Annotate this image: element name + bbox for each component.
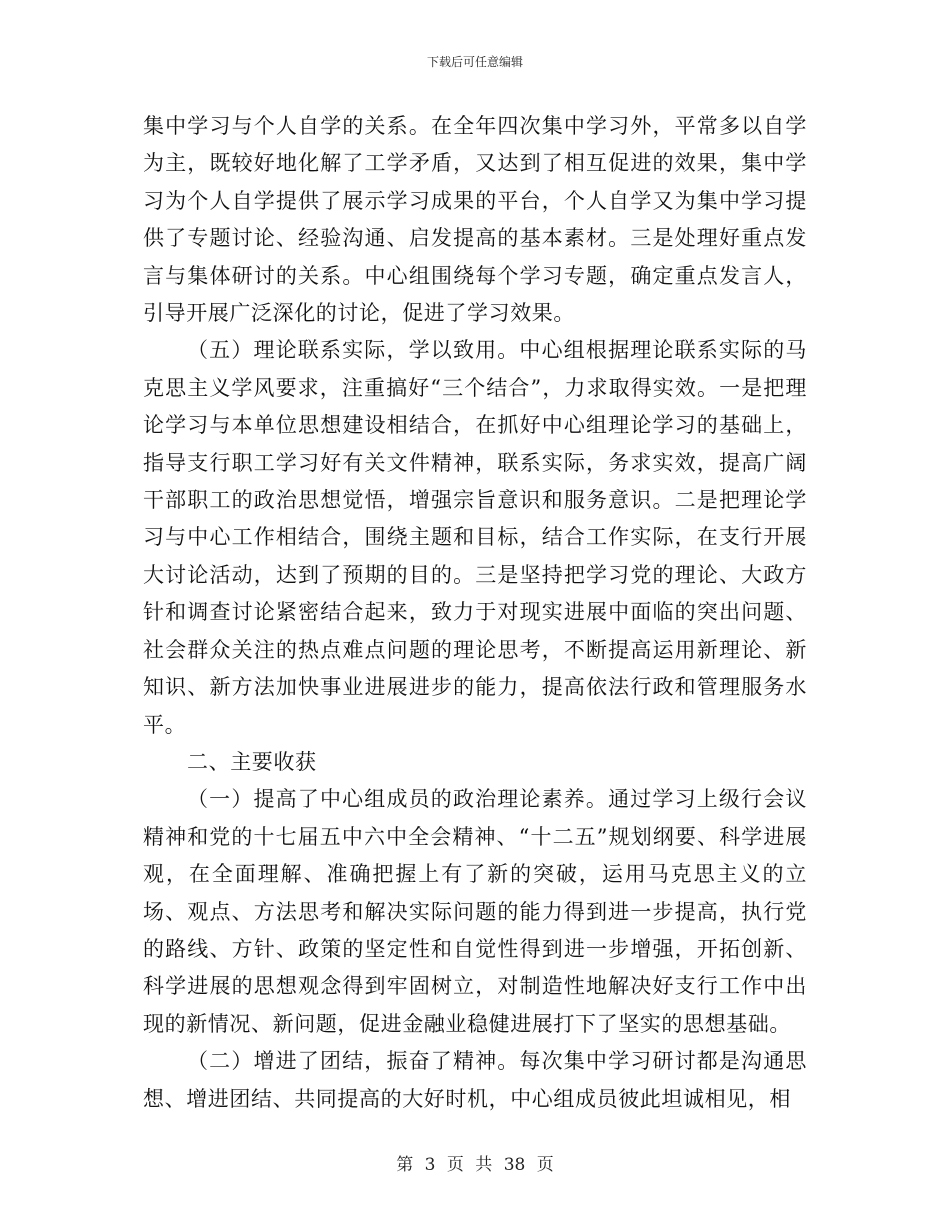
body-paragraph: （一）提高了中心组成员的政治理论素养。通过学习上级行会议精神和党的十七届五中六中全会精神、“十二五”规划纲要、科学进展观，在全面理解、准确把握上有了新的突破，运用马克思主义的立场、观点、方法思考和解决实际问题的能力得到进一步提高，执行党的路线、方针、政策的坚定性和自觉性得到进一步增强，开拓创新、科学进展的思想观念得到牢固树立，对制造性地解决好支行工作中出现的新情况、新问题，促进金融业稳健进展打下了坚实的思想基础。 xyxy=(143,787,807,1036)
body-paragraph: （二）增进了团结，振奋了精神。每次集中学习研讨都是沟通思想、增进团结、共同提高的大好时机，中心组成员彼此坦诚相见，相 xyxy=(143,1049,807,1111)
section-heading: 二、主要收获 xyxy=(187,749,317,774)
body-paragraph: （五）理论联系实际，学以致用。中心组根据理论联系实际的马克思主义学风要求，注重搞好“三个结合”，力求取得实效。一是把理论学习与本单位思想建设相结合，在抓好中心组理论学习的基础上，指导支行职工学习好有关文件精神，联系实际，务求实效，提高广阔干部职工的政治思想觉悟，增强宗旨意识和服务意识。二是把理论学习与中心工作相结合，围绕主题和目标，结合工作实际，在支行开展大讨论活动，达到了预期的目的。三是坚持把学习党的理论、大政方针和调查讨论紧密结合起来，致力于对现实进展中面临的突出问题、社会群众关注的热点难点问题的理论思考，不断提高运用新理论、新知识、新方法加快事业进展进步的能力，提高依法行政和管理服务水平。 xyxy=(143,338,807,737)
page-header: 下载后可任意编辑 xyxy=(426,55,523,69)
body-paragraph: 集中学习与个人自学的关系。在全年四次集中学习外，平常多以自学为主，既较好地化解了工学矛盾，又达到了相互促进的效果，集中学习为个人自学提供了展示学习成果的平台，个人自学又为集中学习提供了专题讨论、经验沟通、启发提高的基本素材。三是处理好重点发言与集体研讨的关系。中心组围绕每个学习专题，确定重点发言人，引导开展广泛深化的讨论，促进了学习效果。 xyxy=(143,114,807,326)
page-number: 第 3 页 共 38 页 xyxy=(396,1155,554,1175)
document-body xyxy=(143,108,807,1118)
